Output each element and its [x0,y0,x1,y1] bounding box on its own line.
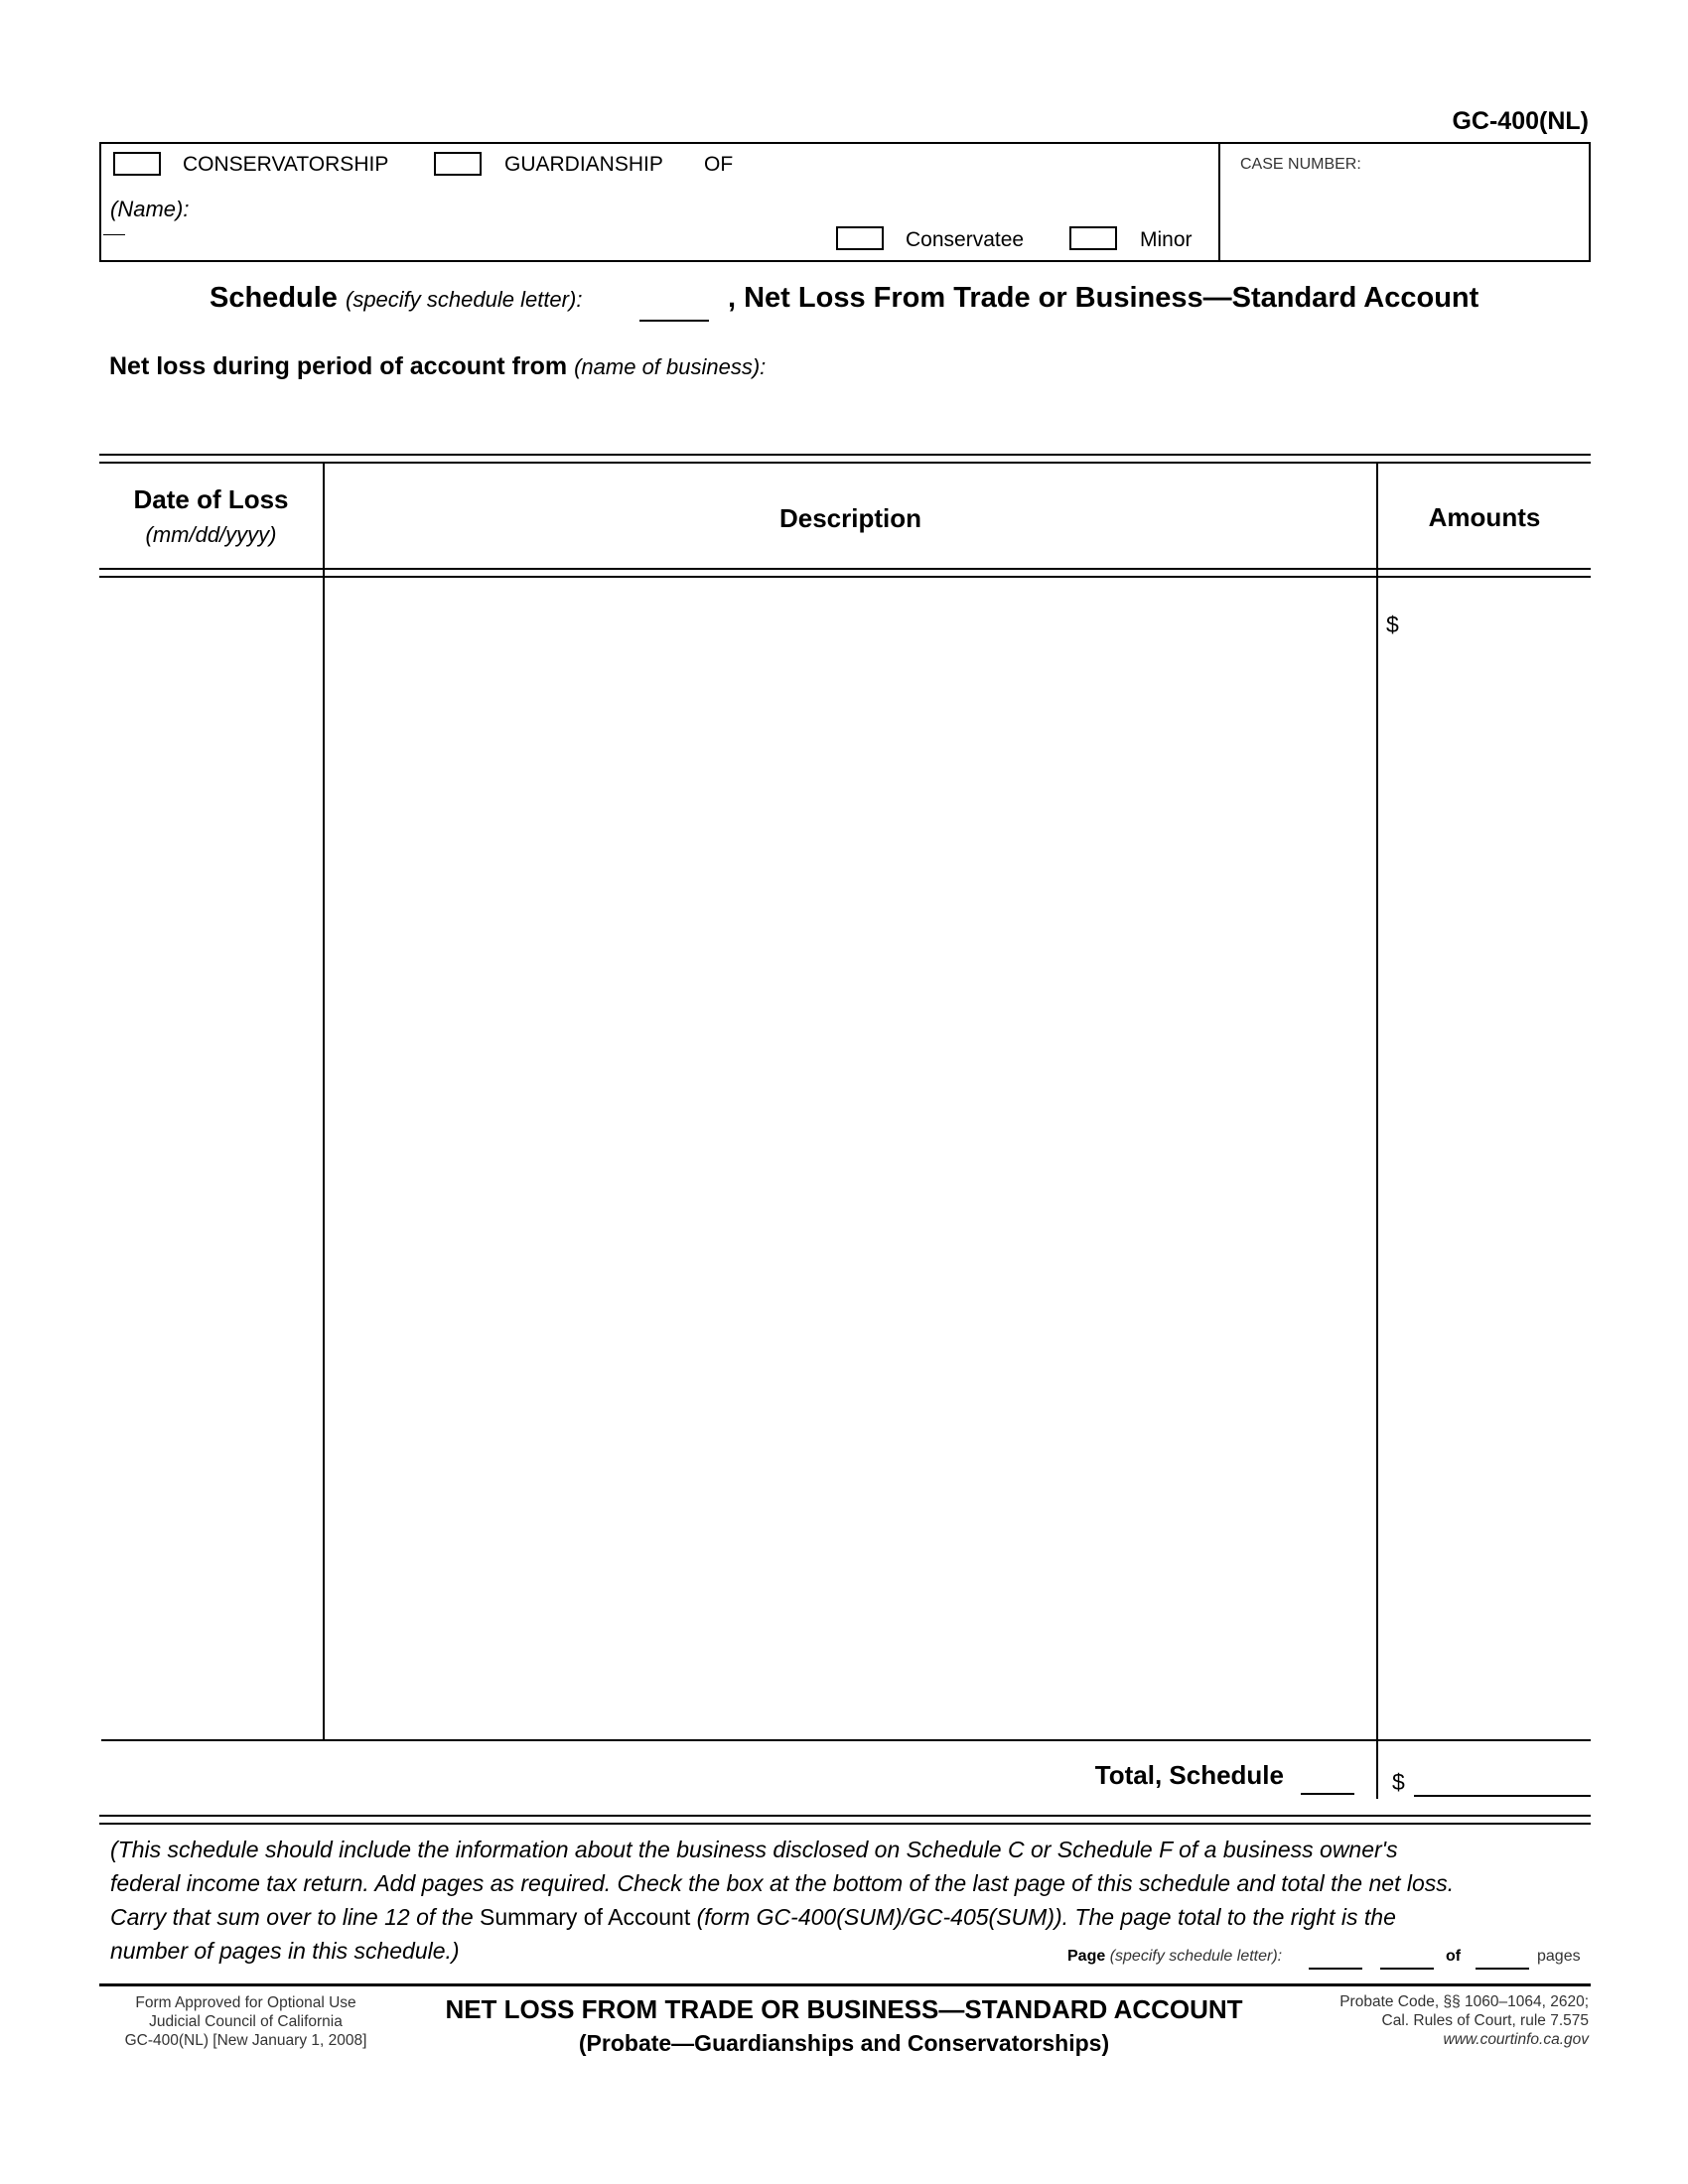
amount-currency-symbol: $ [1386,612,1399,637]
case-number-field[interactable] [1231,179,1579,254]
instructions-line-4: number of pages in this schedule.) [110,1938,460,1964]
total-schedule-label: Total, Schedule [1094,1760,1284,1790]
name-label: (Name): [110,197,190,221]
footer-left-line-3: GC-400(NL) [New January 1, 2008] [124,2032,367,2049]
total-currency-symbol: $ [1392,1769,1405,1795]
schedule-letter-field[interactable] [639,320,709,322]
footer-left [99,1993,392,2050]
footer-left-line-2: Judicial Council of California [149,2013,343,2030]
footer-right-line-1: Probate Code, §§ 1060–1064, 2620; [1339,1993,1589,2010]
conservatee-checkbox[interactable] [836,226,884,250]
page-of-label: of [1446,1948,1462,1965]
footer-title: NET LOSS FROM TRADE OR BUSINESS—STANDARD ACCOUNT [445,1994,1243,2024]
date-format-subheader: (mm/dd/yyyy) [145,522,277,547]
table-body-bottom-rule [101,1739,1591,1741]
schedule-title: , Net Loss From Trade or Business—Standard Account [728,282,1479,314]
amounts-column-divider [1376,464,1378,1799]
date-entry-area[interactable] [101,580,321,1737]
conservatee-label: Conservatee [906,228,1025,251]
date-column-divider [323,464,325,1739]
instructions-line-1: (This schedule should include the information about the business disclosed on Schedule C or Schedule F of a business owner's [110,1837,1398,1862]
schedule-specify-text: (specify schedule letter): [346,287,583,312]
page-counter-label [1067,1948,1282,1966]
description-entry-area[interactable] [327,580,1374,1737]
caption-divider [1218,142,1220,262]
schedule-heading [210,282,582,315]
table-bottom-rule-1 [99,1815,1591,1817]
guardianship-label: GUARDIANSHIP [504,153,663,176]
page-number-field[interactable] [1380,1968,1434,1970]
net-loss-bold-text: Net loss during period of account from [109,352,568,380]
form-number: GC-400(NL) [1452,107,1589,135]
of-label: OF [704,153,734,176]
footer-website[interactable]: www.courtinfo.ca.gov [1443,2031,1589,2048]
amount-entry-area[interactable] [1405,596,1584,1737]
footer-subtitle: (Probate—Guardianships and Conservatorships) [578,2030,1110,2056]
instructions-line-3 [110,1900,1590,1934]
schedule-word: Schedule [210,282,338,314]
total-pages-field[interactable] [1476,1968,1529,1970]
minor-checkbox[interactable] [1069,226,1117,250]
pages-label: pages [1537,1948,1581,1965]
net-loss-line [109,352,766,381]
page-letter-field[interactable] [1309,1968,1362,1970]
footer-right-line-2: Cal. Rules of Court, rule 7.575 [1381,2012,1589,2029]
case-number-label: CASE NUMBER: [1240,156,1361,173]
conservatorship-checkbox[interactable] [113,152,161,176]
total-schedule-letter-field[interactable] [1301,1793,1354,1795]
instructions-line-2: federal income tax return. Add pages as required. Check the box at the bottom of the last page of this schedule and total the net loss. [110,1870,1455,1896]
conservatorship-label: CONSERVATORSHIP [183,153,389,176]
business-name-field[interactable] [854,347,1579,385]
net-loss-italic-text: (name of business): [574,354,767,379]
footer-rule [99,1983,1591,1986]
date-of-loss-header: Date of Loss [133,484,289,514]
description-header: Description [778,503,922,533]
minor-label: Minor [1140,228,1193,251]
table-top-rule-1 [99,454,1591,456]
instructions-line-3b: Summary of Account [480,1904,691,1930]
table-bottom-rule-2 [99,1823,1591,1825]
guardianship-checkbox[interactable] [434,152,482,176]
instructions-line-3a: Carry that sum over to line 12 of the [110,1904,474,1930]
total-amount-field[interactable] [1414,1795,1591,1797]
amounts-header: Amounts [1428,502,1541,532]
instructions [110,1833,1590,1968]
page-label: Page [1067,1948,1106,1965]
footer-right [1291,1992,1589,2049]
page-specify-text: (specify schedule letter): [1109,1948,1283,1965]
name-field[interactable] [103,234,125,235]
instructions-line-3c: (form GC-400(SUM)/GC-405(SUM)). The page total to the right is the [696,1904,1396,1930]
footer-left-line-1: Form Approved for Optional Use [135,1994,356,2011]
